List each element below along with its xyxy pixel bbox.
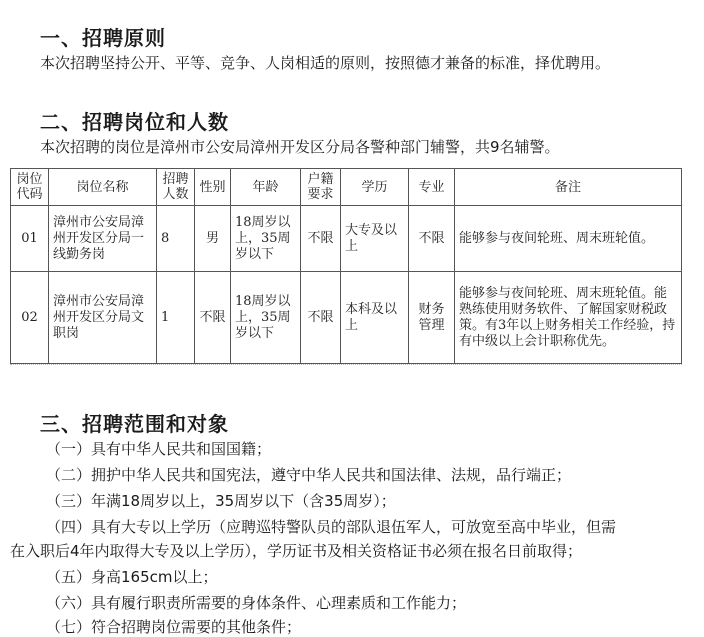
cell-age: 18周岁以上，35周岁以下 [231, 272, 301, 364]
header-remark: 备注 [455, 169, 682, 206]
cell-code: 01 [11, 206, 49, 272]
cell-name: 漳州市公安局漳州开发区分局一线勤务岗 [49, 206, 157, 272]
cell-hukou: 不限 [301, 206, 341, 272]
cell-major: 财务管理 [409, 272, 455, 364]
header-code: 岗位代码 [11, 169, 49, 206]
requirement-item: （七）符合招聘岗位需要的其他条件； [46, 618, 302, 636]
cell-code: 02 [11, 272, 49, 364]
cell-count: 1 [157, 272, 195, 364]
cell-remark: 能够参与夜间轮班、周末班轮值。能熟练使用财务软件、了解国家财税政策。有3年以上财务相关工作经验，持有中级以上会计职称优先。 [455, 272, 682, 364]
table-bottom-divider [10, 364, 682, 365]
cell-gender: 男 [195, 206, 231, 272]
header-education: 学历 [341, 169, 409, 206]
section-3-heading: 三、招聘范围和对象 [40, 412, 229, 436]
table-row [11, 272, 682, 364]
header-gender: 性别 [195, 169, 231, 206]
cell-gender: 不限 [195, 272, 231, 364]
table-row [11, 206, 682, 272]
cell-education: 大专及以上 [341, 206, 409, 272]
table-header-row [11, 169, 682, 206]
requirement-item-continued: 在入职后4年内取得大专及以上学历），学历证书及相关资格证书必须在报名日前取得； [10, 542, 583, 560]
cell-major: 不限 [409, 206, 455, 272]
cell-name: 漳州市公安局漳州开发区分局文职岗 [49, 272, 157, 364]
requirement-item: （三）年满18周岁以上，35周岁以下（含35周岁）； [46, 492, 396, 510]
cell-hukou: 不限 [301, 272, 341, 364]
requirement-item: （五）身高165cm以上； [46, 568, 218, 586]
header-major: 专业 [409, 169, 455, 206]
requirement-item: （一）具有中华人民共和国国籍； [46, 440, 272, 458]
section-2-body: 本次招聘的岗位是漳州市公安局漳州开发区分局各警种部门辅警，共9名辅警。 [40, 138, 560, 156]
requirement-item: （四）具有大专以上学历（应聘巡特警队员的部队退伍军人，可放宽至高中毕业，但需 [46, 518, 617, 536]
positions-table [10, 168, 682, 364]
cell-education: 本科及以上 [341, 272, 409, 364]
cell-count: 8 [157, 206, 195, 272]
requirement-item: （二）拥护中华人民共和国宪法，遵守中华人民共和国法律、法规，品行端正； [46, 466, 572, 484]
section-1-body: 本次招聘坚持公开、平等、竞争、人岗相适的原则，按照德才兼备的标准，择优聘用。 [40, 54, 611, 72]
cell-age: 18周岁以上，35周岁以下 [231, 206, 301, 272]
cell-remark: 能够参与夜间轮班、周末班轮值。 [455, 206, 682, 272]
header-name: 岗位名称 [49, 169, 157, 206]
section-1-heading: 一、招聘原则 [40, 26, 166, 50]
header-hukou: 户籍要求 [301, 169, 341, 206]
requirement-item: （六）具有履行职责所需要的身体条件、心理素质和工作能力； [46, 594, 467, 612]
header-count: 招聘人数 [157, 169, 195, 206]
section-2-heading: 二、招聘岗位和人数 [40, 110, 229, 134]
header-age: 年龄 [231, 169, 301, 206]
